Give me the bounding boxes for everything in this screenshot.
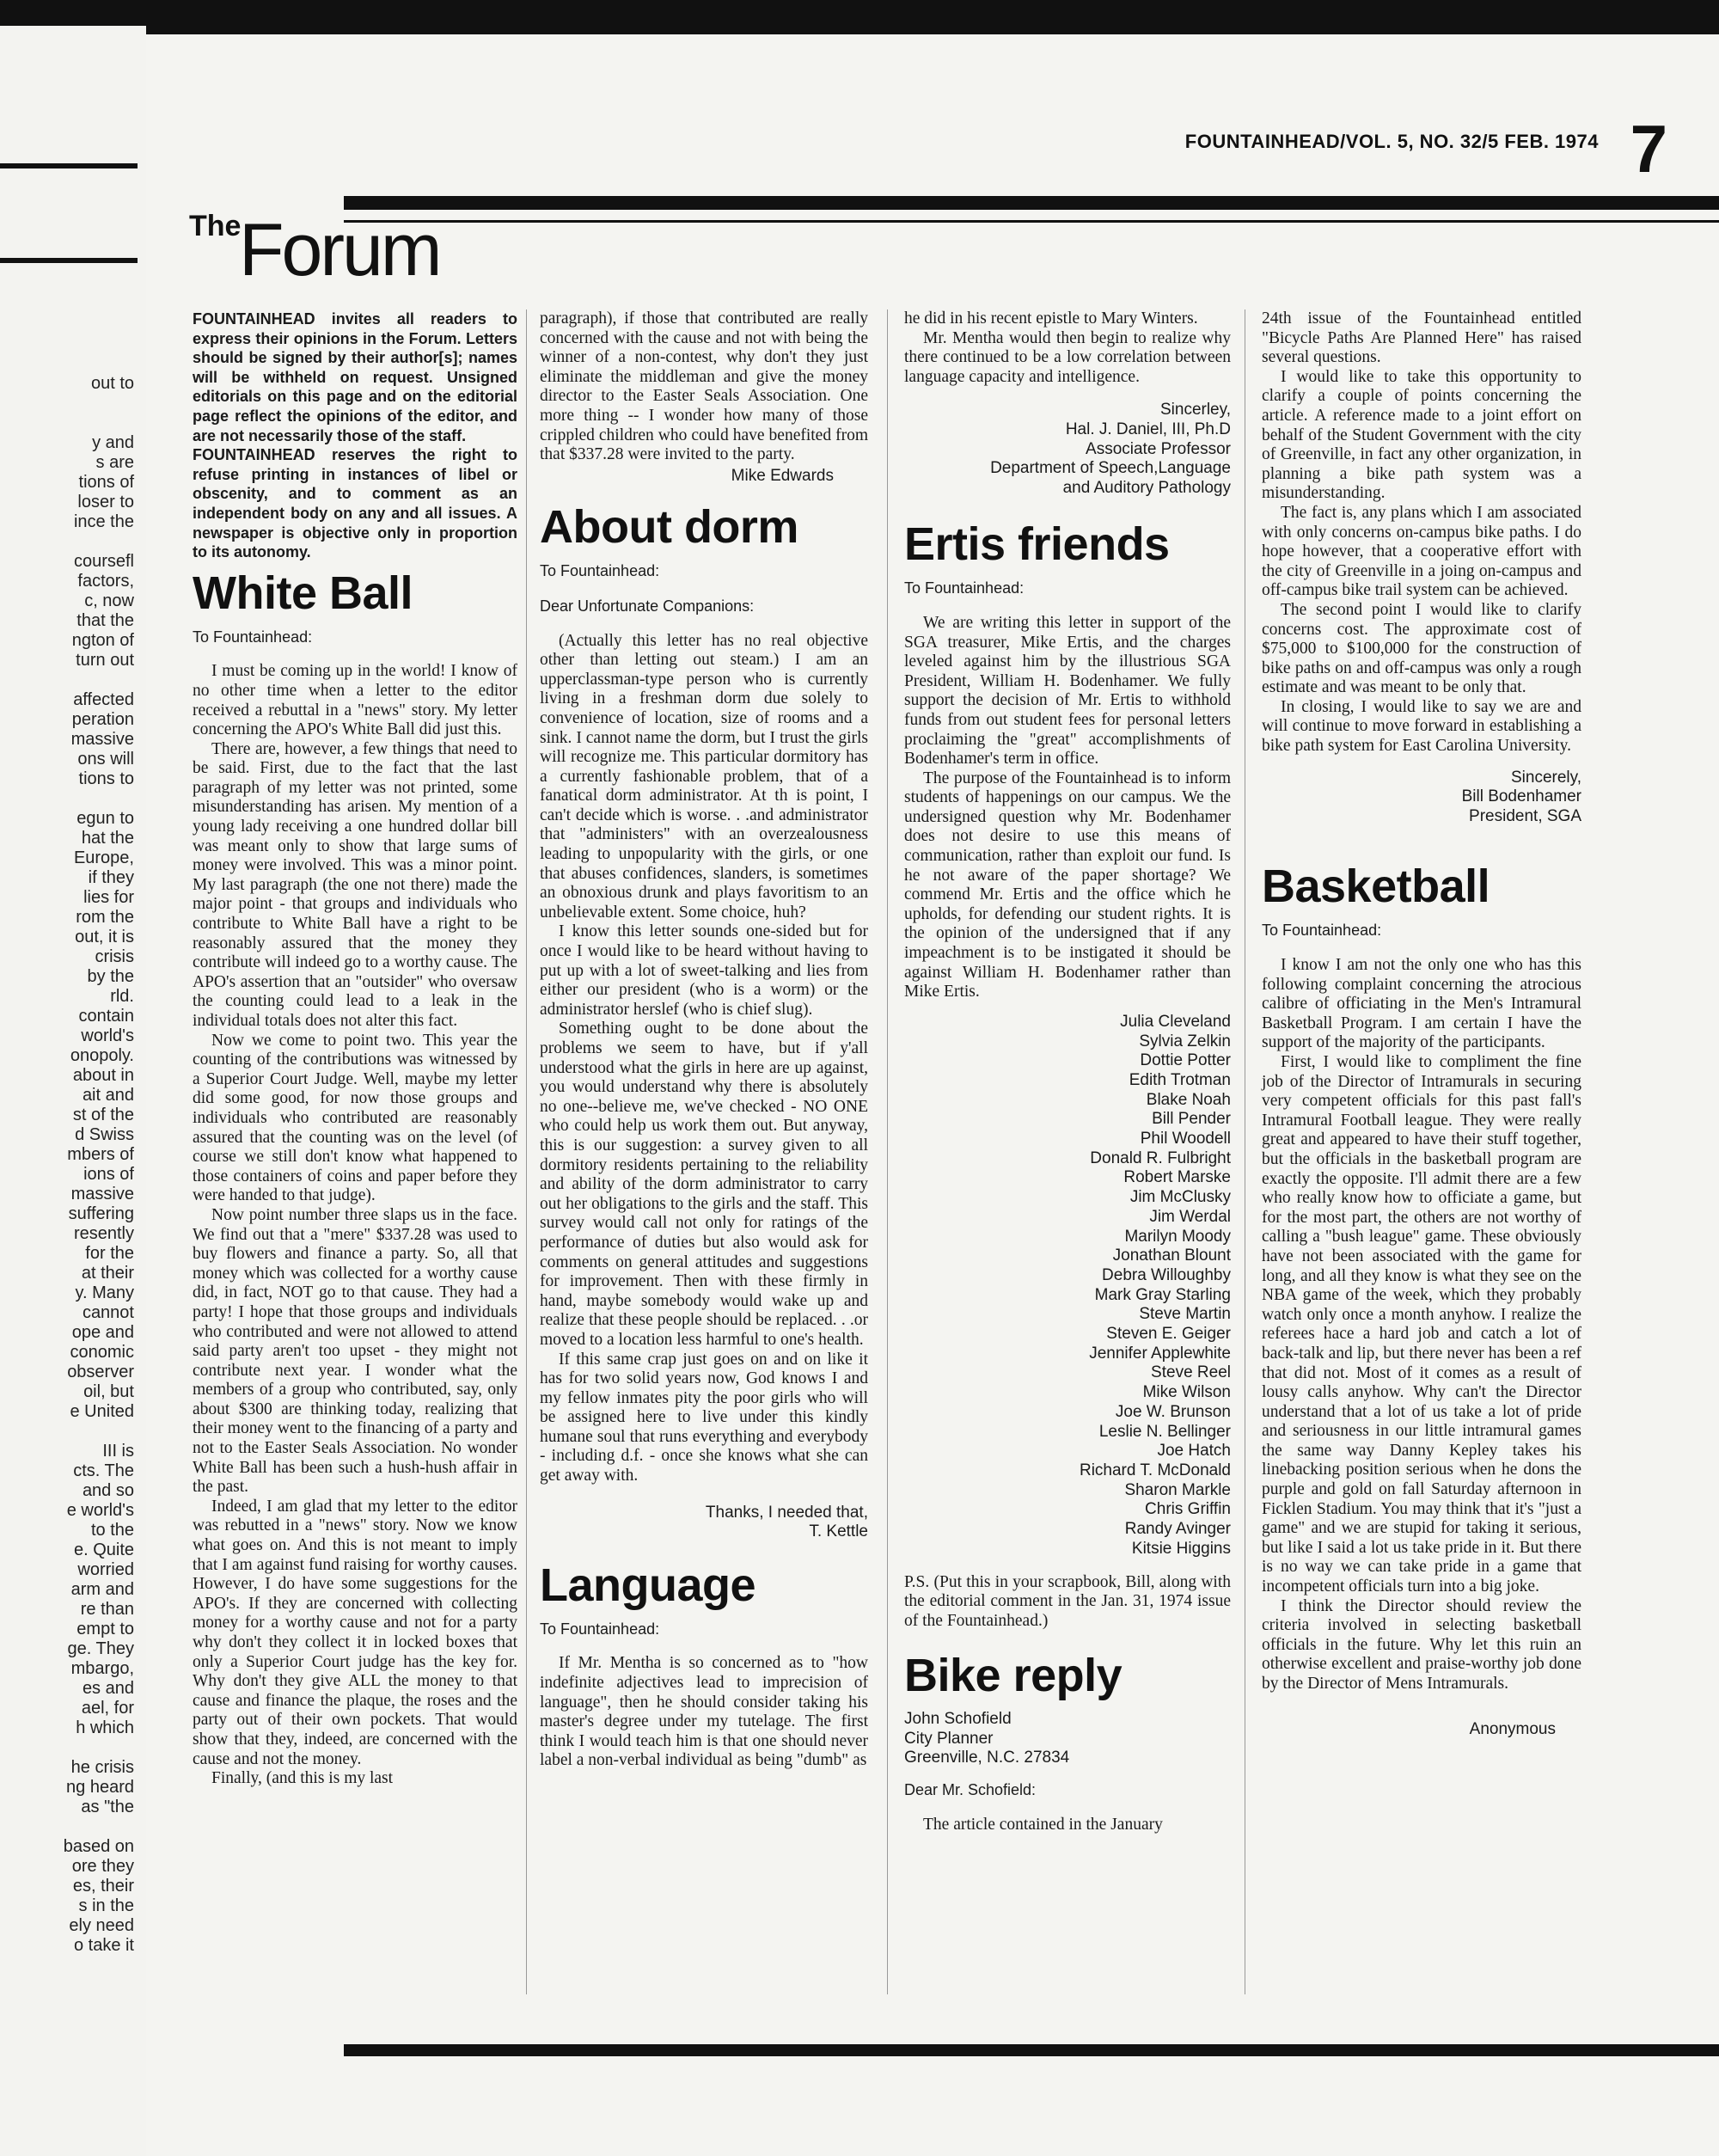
signatory-name: Richard T. McDonald bbox=[1079, 1461, 1231, 1479]
about-dorm-signature-2: T. Kettle bbox=[809, 1522, 868, 1541]
strip-fragment: ions of bbox=[83, 1165, 134, 1184]
signatory-name: Jennifer Applewhite bbox=[1089, 1344, 1231, 1363]
strip-fragment bbox=[5, 1738, 134, 1758]
strip-fragment: at their bbox=[81, 1264, 134, 1283]
strip-fragment: tions of bbox=[78, 473, 134, 492]
strip-fragment: as "the bbox=[81, 1798, 134, 1816]
forum-policy-2: FOUNTAINHEAD reserves the right to refuse printing in instances of libel or obscenity, and to comment as an independent body on any and all issues. A newspaper is objective only in proportion to its autonomy. bbox=[193, 446, 517, 561]
signatory-name: Steven E. Geiger bbox=[1106, 1325, 1231, 1344]
headline-ertis-friends: Ertis friends bbox=[904, 518, 1170, 571]
strip-fragment: he crisis bbox=[70, 1758, 134, 1777]
bike-reply-address-2: Greenville, N.C. 27834 bbox=[904, 1749, 1070, 1767]
forum-masthead bbox=[189, 205, 602, 282]
strip-fragment: conomic bbox=[70, 1343, 134, 1362]
strip-fragment: es, their bbox=[72, 1877, 134, 1896]
basketball-signature: Anonymous bbox=[1469, 1719, 1556, 1738]
page-number: 7 bbox=[1630, 111, 1667, 187]
column-1 bbox=[193, 309, 517, 1789]
strip-fragment: onopoly. bbox=[70, 1046, 134, 1065]
basketball-salutation: To Fountainhead: bbox=[1262, 922, 1382, 940]
bike-reply-dear: Dear Mr. Schofield: bbox=[904, 1781, 1037, 1799]
strip-fragment: hat the bbox=[81, 829, 134, 848]
language-salutation: To Fountainhead: bbox=[540, 1620, 660, 1638]
white-ball-salutation: To Fountainhead: bbox=[193, 628, 313, 646]
strip-fragment: ge. They bbox=[67, 1639, 134, 1658]
strip-fragment bbox=[5, 1422, 134, 1442]
strip-fragment: crisis bbox=[95, 947, 134, 966]
bike-reply-paragraph: The fact is, any plans which I am associated with only concerns on-campus bike paths. I do hope however, that a cooperative effort with the city of Greenville in a joing on-campus and off-campus bike trail system can be achieved. bbox=[1262, 503, 1581, 600]
about-dorm-dear: Dear Unfortunate Companions: bbox=[540, 597, 755, 615]
strip-fragment bbox=[5, 671, 134, 690]
signatory-name: Steve Reel bbox=[1151, 1363, 1231, 1382]
about-dorm-paragraph: Something ought to be done about the problems we seem to have, but if y'all understood what the girls in here are up against, you would understand why there is absolutely no one--believe me, we've checked - NO ONE who could help us work them out. But anyway, this is our suggestion: a survey given to all dormitory residents pertaining to the reliability and ability of the dorm administrator to carry out her obligations to the girls and the staff. This survey would call not only for ratings of the performance of duties but also would ask for comments on general attitudes and suggestions for improvement. Then with these firmly in hand, maybe somebody would wake up and realize that these people should be replaced. . .or moved to a location less harmful to one's health. bbox=[540, 1020, 868, 1349]
white-ball-paragraph-cont: paragraph), if those that contributed are really concerned with the cause and not with being the winner of a non-contest, why don't they just eliminate the middleman and give the money director to the Easter Seals Association. One more thing -- I wonder how many of those crippled children who could have benefited from that $337.28 were invited to the party. bbox=[540, 309, 868, 464]
strip-fragment: e world's bbox=[66, 1501, 134, 1520]
strip-fragment: ons will bbox=[77, 750, 134, 769]
strip-fragment bbox=[5, 1817, 134, 1837]
language-paragraph: Mr. Mentha would then begin to realize why there continued to be a low correlation between language capacity and intelligence. bbox=[904, 328, 1231, 386]
bike-reply-paragraph-cont: 24th issue of the Fountainhead entitled "Bicycle Paths Are Planned Here" has raised several questions. bbox=[1262, 309, 1581, 367]
signatory-name: Robert Marske bbox=[1123, 1168, 1231, 1187]
strip-fragment: out, it is bbox=[75, 928, 134, 946]
strip-fragment: turn out bbox=[76, 651, 134, 670]
strip-text-fragments bbox=[5, 374, 134, 1956]
white-ball-paragraph: There are, however, a few things that need to be said. First, due to the fact that the last paragraph of my letter was not printed, some misunderstanding has arisen. My mention of a young lady receiving a one hundred dollar bill was meant only to show that large sums of money were involved. This was a minor point. My last paragraph (the one not there) made the major point - that groups and individuals who contribute to White Ball have a right to be reasonably assured that the money they contribute will indeed go to a worthy cause. The APO's assertion that an "outsider" who oversaw the counting could lead to a leak in the individual totals does not alter this fact. bbox=[193, 739, 517, 1030]
ertis-friends-paragraph: We are writing this letter in support of the SGA treasurer, Mike Ertis, and the charges leveled against him by the illustrious SGA President, William H. Bodenhamer. We fully support the decision of Mr. Ertis to withhold funds from out student fees for personal letters proclaiming the "great" accomplishments of Bodenhamer's term in office. bbox=[904, 613, 1231, 769]
ertis-friends-signatories bbox=[904, 1013, 1231, 1559]
headline-language: Language bbox=[540, 1559, 756, 1611]
strip-fragment: cts. The bbox=[73, 1461, 134, 1480]
strip-fragment: Europe, bbox=[73, 848, 134, 867]
strip-fragment: es and bbox=[82, 1679, 134, 1698]
strip-fragment: y and bbox=[92, 433, 134, 452]
strip-fragment: affected bbox=[73, 690, 134, 709]
column-rule bbox=[887, 309, 888, 1994]
signatory-name: Leslie N. Bellinger bbox=[1098, 1422, 1231, 1441]
signatory-name: Julia Cleveland bbox=[1120, 1012, 1231, 1031]
forum-logo bbox=[189, 205, 602, 282]
strip-fragment: ngton of bbox=[71, 631, 134, 650]
signatory-name: Blake Noah bbox=[1146, 1090, 1231, 1109]
bike-reply-signature-0: Sincerely, bbox=[1510, 768, 1581, 787]
strip-fragment bbox=[5, 394, 134, 413]
masthead-forum: Forum bbox=[239, 209, 440, 282]
strip-fragment: arm and bbox=[70, 1580, 134, 1599]
folio-line: FOUNTAINHEAD/VOL. 5, NO. 32/5 FEB. 1974 bbox=[1184, 131, 1599, 152]
strip-fragment: coursefl bbox=[73, 552, 134, 571]
white-ball-paragraph: Now we come to point two. This year the counting of the contributions was witnessed by a Superior Court Judge. Well, maybe my letter did some good, for now those groups and individuals who contributed are reasonably assured that the counting was on the level (of course we still don't know what happened to those containers of coins and paper before they were handed to that judge). bbox=[193, 1031, 517, 1205]
white-ball-paragraph: I must be coming up in the world! I know of no other time when a letter to the editor received a rebuttal in a "news" story. My letter concerning the APO's White Ball did just this. bbox=[193, 662, 517, 739]
strip-fragment: massive bbox=[70, 730, 134, 749]
signatory-name: Bill Pender bbox=[1152, 1110, 1231, 1129]
forum-policy-1: FOUNTAINHEAD invites all readers to express their opinions in the Forum. Letters should be signed by their author[s]; names will be withheld on request. Unsigned editorials on this page and on the editorial page reflect the opinions of the editor, and are not necessarily those of the staff. bbox=[193, 310, 517, 444]
column-3 bbox=[904, 309, 1231, 1834]
strip-fragment: mbargo, bbox=[70, 1659, 134, 1678]
signatory-name: Dottie Potter bbox=[1140, 1051, 1231, 1070]
bike-reply-address-1: City Planner bbox=[904, 1729, 994, 1748]
adjacent-page-strip bbox=[0, 26, 146, 2156]
strip-fragment: out to bbox=[90, 374, 134, 393]
signatory-name: Joe Hatch bbox=[1157, 1442, 1231, 1461]
basketball-paragraph: I know I am not the only one who has this following complaint concerning the atrocious calibre of officiating in the Men's Intramural Basketball Program. I am certain I have the support of the majority of the participants. bbox=[1262, 956, 1581, 1052]
language-signature-0: Sincerley, bbox=[1159, 401, 1231, 420]
strip-fragment: h which bbox=[76, 1718, 134, 1737]
headline-basketball: Basketball bbox=[1262, 861, 1490, 913]
signatory-name: Phil Woodell bbox=[1140, 1130, 1231, 1148]
strip-fragment: that the bbox=[76, 611, 134, 630]
strip-fragment: for the bbox=[85, 1244, 134, 1263]
strip-fragment: ng heard bbox=[66, 1778, 134, 1797]
signatory-name: Kitsie Higgins bbox=[1131, 1539, 1231, 1558]
strip-fragment: o take it bbox=[73, 1936, 134, 1955]
basketball-paragraph: I think the Director should review the criteria involved in selecting basketball officials in the future. Why let this ruin an otherwise excellent and praise-worthy job done by the Director of Mens Intramurals. bbox=[1262, 1596, 1581, 1693]
bike-reply-paragraph: The second point I would like to clarify concerns cost. The approximate cost of $75,000 to $100,000 for the construction of bike paths on and off-campus was only a rough estimate and was meant to be only that. bbox=[1262, 600, 1581, 697]
signatory-name: Sylvia Zelkin bbox=[1139, 1032, 1231, 1050]
bike-reply-signature-2: President, SGA bbox=[1469, 806, 1581, 825]
signatory-name: Sharon Markle bbox=[1124, 1480, 1231, 1499]
signatory-name: Jim Werdal bbox=[1149, 1207, 1231, 1226]
strip-fragment: s are bbox=[95, 453, 134, 472]
about-dorm-paragraph: (Actually this letter has no real objective other than letting out steam.) I am an upperclassman-type person who is currently living in a freshman dorm due solely to convenience of location, size of rooms and a sink. I cannot name the dorm, but I trust the girls will recognize me. This particular dormitory has a currently fashionable problem, that of a fanatical dorm administrator. At th is point, I can't decide which is worse. . .and administrator that "administers" with an overzealousness leading to unpopularity with the girls, or one that abuses confidences, slanders, is sometimes an obnoxious drunk and plays favoritism to an unbelievable extent. Some choice, huh? bbox=[540, 631, 868, 922]
strip-fragment: empt to bbox=[76, 1620, 134, 1638]
language-signature-4: and Auditory Pathology bbox=[1062, 478, 1231, 497]
strip-fragment: based on bbox=[63, 1837, 134, 1856]
language-signature-3: Department of Speech,Language bbox=[990, 459, 1231, 478]
language-signature-2: Associate Professor bbox=[1086, 439, 1231, 458]
strip-fragment: mbers of bbox=[67, 1145, 134, 1164]
strip-fragment: e. Quite bbox=[73, 1540, 134, 1559]
strip-fragment: contain bbox=[78, 1007, 134, 1026]
strip-fragment: y. Many bbox=[75, 1283, 134, 1302]
ertis-friends-postscript: P.S. (Put this in your scrapbook, Bill, along with the editorial comment in the Jan. 31, 1974 issue of the Fountainhead.) bbox=[904, 1572, 1231, 1630]
white-ball-paragraph: Finally, (and this is my last bbox=[211, 1769, 394, 1788]
masthead-the: The bbox=[189, 210, 242, 242]
strip-fragment: by the bbox=[87, 967, 134, 986]
signatory-name: Donald R. Fulbright bbox=[1090, 1148, 1231, 1167]
strip-fragment: ely need bbox=[69, 1916, 134, 1935]
signatory-name: Jim McClusky bbox=[1129, 1188, 1231, 1207]
strip-fragment: to the bbox=[90, 1521, 134, 1540]
headline-about-dorm: About dorm bbox=[540, 501, 798, 554]
strip-fragment: III is bbox=[102, 1442, 134, 1461]
strip-fragment: rom the bbox=[76, 908, 134, 927]
language-paragraph-cont: he did in his recent epistle to Mary Winters. bbox=[904, 309, 1198, 328]
strip-fragment: ait and bbox=[82, 1086, 134, 1105]
white-ball-paragraph: Indeed, I am glad that my letter to the editor was rebutted in a "news" story. Now we know what goes on. And this is not meant to imply that I am against fund raising for worthy causes. However, I do have some suggestions for the APO's. If they are concerned with collecting money for a worthy cause and not for a party why don't they collect it in locked boxes that only a Superior Court judge has the key for. Why don't they give ALL the money to that cause and finance the plaque, the roses and the party out of their own pockets. That would show that they, indeed, are concerned with the cause and not the money. bbox=[193, 1497, 517, 1768]
strip-fragment: world's bbox=[81, 1026, 134, 1045]
signatory-name: Edith Trotman bbox=[1129, 1070, 1231, 1089]
strip-fragment: tions to bbox=[78, 769, 134, 788]
column-rule bbox=[526, 309, 527, 1994]
ertis-friends-paragraph: The purpose of the Fountainhead is to inform students of happenings on our campus. We the undersigned question why Mr. Bodenhamer does not desire to use this means of communication, rather than exploit our fund. Is he not aware of the paper shortage? We commend Mr. Ertis and the office which he upholds, for defending our student rights. It is the opinion of the undersigned that if any impeachment is to be instigated it should be against William H. Bodenhamer rather than Mike Ertis. bbox=[904, 769, 1231, 1001]
strip-fragment: worried bbox=[77, 1560, 134, 1579]
strip-rule bbox=[0, 163, 138, 168]
strip-fragment: re than bbox=[80, 1600, 134, 1619]
signatory-name: Chris Griffin bbox=[1145, 1500, 1231, 1519]
strip-fragment: oil, but bbox=[83, 1382, 134, 1401]
strip-fragment: if they bbox=[88, 868, 134, 887]
strip-fragment bbox=[5, 413, 134, 433]
strip-fragment: rld. bbox=[110, 987, 134, 1006]
strip-fragment: lies for bbox=[83, 888, 134, 907]
language-paragraph: If Mr. Mentha is so concerned as to "how indefinite adjectives lead to imprecision of language", then he should consider taking his master's degree under my tutelage. The first think I would teach him is that one should never label a non-verbal individual as being "dumb" as bbox=[540, 1654, 868, 1770]
about-dorm-signature-1: Thanks, I needed that, bbox=[705, 1503, 868, 1522]
strip-fragment: c, now bbox=[84, 591, 134, 610]
strip-fragment: loser to bbox=[77, 493, 134, 511]
strip-fragment: e United bbox=[70, 1402, 134, 1421]
strip-fragment: s in the bbox=[78, 1896, 134, 1915]
language-signature-1: Hal. J. Daniel, III, Ph.D bbox=[1065, 420, 1231, 438]
white-ball-signature: Mike Edwards bbox=[731, 466, 834, 485]
strip-fragment: about in bbox=[72, 1066, 134, 1085]
bike-reply-paragraph: In closing, I would like to say we are and will continue to move forward in establishing a bike path system for East Carolina University. bbox=[1262, 697, 1581, 756]
strip-fragment bbox=[5, 789, 134, 809]
bike-reply-signature-1: Bill Bodenhamer bbox=[1461, 787, 1581, 806]
signatory-name: Randy Avinger bbox=[1124, 1520, 1231, 1539]
strip-fragment: factors, bbox=[77, 572, 134, 591]
signatory-name: Marilyn Moody bbox=[1124, 1227, 1231, 1246]
signatory-name: Jonathan Blount bbox=[1112, 1246, 1231, 1265]
bike-reply-paragraph: The article contained in the January bbox=[923, 1815, 1163, 1834]
signatory-name: Mike Wilson bbox=[1142, 1383, 1231, 1402]
strip-fragment: resently bbox=[73, 1224, 134, 1243]
strip-fragment: suffering bbox=[68, 1204, 134, 1223]
ertis-friends-salutation: To Fountainhead: bbox=[904, 579, 1025, 597]
strip-fragment: ope and bbox=[71, 1323, 134, 1342]
about-dorm-salutation: To Fountainhead: bbox=[540, 562, 660, 580]
signatory-name: Mark Gray Starling bbox=[1094, 1285, 1231, 1304]
strip-fragment: peration bbox=[71, 710, 134, 729]
bike-reply-paragraph: I would like to take this opportunity to clarify a couple of points concerning the article. A reference made to a joint effort on behalf of the Student Government with the city of Greenville, in fact any other organization, in planning a bike path system was a misunderstanding. bbox=[1262, 367, 1581, 503]
strip-fragment: observer bbox=[67, 1363, 134, 1381]
strip-rule bbox=[0, 258, 138, 263]
signatory-name: Debra Willoughby bbox=[1102, 1265, 1231, 1284]
headline-white-ball: White Ball bbox=[193, 567, 413, 619]
white-ball-paragraph: Now point number three slaps us in the face. We find out that a "mere" $337.28 was used to buy flowers and finance a party. So, all that money which was collected for a worthy cause did, in fact, NOT go to that cause. They had a party! I hope that those groups and individuals who contributed and were not allowed to attend said party aren't too upset - they might not contribute next year. I wonder what the members of a group who contributed, say, only about $300 are thinking today, realizing that their money went to the financing of a party and not to the Easter Seals Association. No wonder White Ball has been such a hush-hush affair in the past. bbox=[193, 1205, 517, 1497]
strip-fragment: ince the bbox=[73, 512, 134, 531]
strip-fragment bbox=[5, 532, 134, 552]
about-dorm-paragraph: If this same crap just goes on and on like it has for two solid years now, God knows I and my fellow inmates pity the poor girls who will be assigned here to live under this kindly humane soul that runs everything and everybody - including d.f. - once she knows what she can get away with. bbox=[540, 1350, 868, 1485]
signatory-name: Steve Martin bbox=[1139, 1305, 1231, 1324]
strip-fragment: ael, for bbox=[81, 1699, 134, 1718]
headline-bike-reply: Bike reply bbox=[904, 1650, 1123, 1702]
strip-fragment: d Swiss bbox=[75, 1125, 134, 1144]
strip-fragment: ore they bbox=[71, 1857, 134, 1876]
column-4 bbox=[1262, 309, 1581, 1739]
strip-fragment: st of the bbox=[72, 1106, 134, 1124]
signatory-name: Joe W. Brunson bbox=[1115, 1402, 1231, 1421]
strip-fragment: and so bbox=[82, 1481, 134, 1500]
strip-fragment: massive bbox=[70, 1185, 134, 1204]
column-2 bbox=[540, 309, 868, 1771]
about-dorm-paragraph: I know this letter sounds one-sided but for once I would like to be heard without having to put up with a lot of sweet-talking and lies from either our president (who is a worm) or the administrator herslef (who is chief slug). bbox=[540, 922, 868, 1019]
strip-fragment: egun to bbox=[76, 809, 134, 828]
strip-fragment: cannot bbox=[82, 1303, 134, 1322]
basketball-paragraph: First, I would like to compliment the fine job of the Director of Intramurals in securing very competent officials for this past fall's Intramural Football league. They were really great and appeared to have their stuff together, but the officials in the basketball program are exactly the opposite. I'll admit there are a few who really know how to officiate a game, but for the most part, the others are not worthy of calling a "bush league" game. These obviously have not been associated with the game for long, and all they know is what they see on the NBA game of the week, which they probably watch only once a month anyhow. I realize the referees hace a hard job and catch a lot of back-talk and lip, but there never has been a ref that did not. Most of it comes as a result of lousy calls anyhow. Why can't the Director understand that a lot of us take a lot of pride and seriousness in our little intramural games the same way Danny Kepley takes his linebacking position serious when he dons the purple and gold on fall Saturday afternoon in Ficklen Stadium. You may think that it's "just a game" and we are stupid for taking it serious, but like I said a lot us take pride in it. But there is no way we can take pride in a game that incompetent officials turn into a big joke. bbox=[1262, 1053, 1581, 1596]
bike-reply-address-0: John Schofield bbox=[904, 1710, 1012, 1729]
bottom-rule bbox=[344, 2044, 1719, 2056]
